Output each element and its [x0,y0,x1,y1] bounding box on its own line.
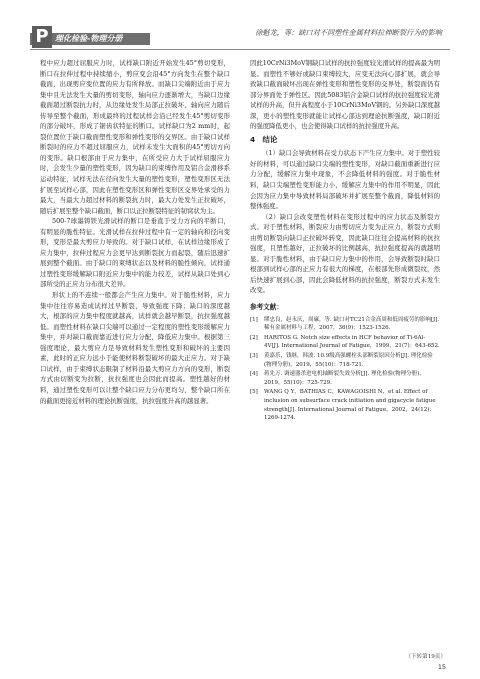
reference-text: 黄嘉乐，钱继，韩波. 10.9级高强螺栓头部断裂原因分析[J]. 理化检验(物理分册)，2019，55(10)：718-721. [264,352,433,368]
reference-number: [2] [250,334,258,341]
conclusion-paragraph: （2）缺口会改变塑性材料在变形过程中的应力状态及断裂方式。对于塑性材料，断裂应力由剪切应力变为正应力，断裂方式则由剪切断裂向缺口正拉破坏转变，因此缺口往往会提高材料的抗拉强度，且塑性越好，正拉破坏的比例越高，抗拉强度提高的就越明显。对于脆性材料，由于缺口应力集中的作用，会导致断裂时缺口根部到试样心部的正应力有很大的梯度，在根部先形成微裂纹，然后快速扩展到心部，因此会降低材料的抗拉强度，断裂方式未发生改变。 [250,212,440,295]
reference-item [250,352,440,369]
reference-number: [5] [250,389,258,396]
logo-letter: P [32,26,52,48]
body-paragraph: 程中应力超过屈服应力时，试样缺口附近开始发生45°剪切变形，断口在拉伸过程中持续缩小，剪应变会沿45°方向发生在整个缺口截面，出现剪应变位置的应力有所释放。而缺口尖端附近由于应力集中且无法发生大量的剪切变形，轴向应力逐渐增大，当缺口边缘截面超过断裂抗力时，从边缘处发生局部正拉破坏，轴向应力随后传导至整个截面，形成最终的过程试样会沿已经发生45°剪切变形的部分破坏，形成了锯齿状特征的断口。试样缺口为2 mm时，起裂位置位于缺口截面塑性变形和弹性变形的交界区。由于缺口试样断裂时的应力不超过屈服应力，试样未发生大面积的45°剪切方向的变形。缺口根部由于应力集中，在所受应力大于试样屈服应力时，会发生少量的塑性变形，因为缺口的束缚作用及铝合金滑移系运动特征，试样无法在径向发生大量的塑性变形，塑性变形区无法扩展至试样心部，因此在塑性变形区和弹性变形区交界处承受的力最大，当最大力超过材料的断裂抗力时，最大力处发生正拉破坏，随后扩展至整个缺口截面，断口以正拉断裂特征的韧窝状为主。 [40,59,230,215]
continued-note: （下转第19页） [405,654,446,660]
reference-item [250,334,440,351]
left-column [40,58,230,406]
references-title: 参考文献： [250,303,283,312]
journal-name: 理化检验-物理分册 [55,34,123,43]
reference-text: WANG Q Y，BATHIAS C，KAWAGOISHI N，et al. Effect of inclusion on subsurface crack initiation and gigacycle fatigue strength[J]. International Journal of Fatigue，2002，24(12)：1269-1274. [264,389,436,422]
reference-number: [4] [250,371,258,378]
body-paragraph: 形状上的不连续一般都会产生应力集中。对于脆性材料，应力集中往往容易造成试样过早断裂，导致强度下降；缺口的深度越大，根部的应力集中程度就越高，试样就会越早断裂，抗拉强度越低。而塑性材料在缺口尖端可以通过一定程度的塑性变形缓解应力集中，并对缺口截面靠近进行应力分配，降低应力集中。根据第三强度理论，最大剪应力是导致材料发生塑性变形和破坏的主要因素，此时的正应力远小于能使材料断裂破坏的最大正应力。对于缺口试样，由于束缚状态限制了材料沿最大剪应力方向的变形，断裂方式由切断变为拉断，抗拉强度也会因此而提高。塑性越好的材料，通过塑性变形可以让整个缺口应力分布更均匀，整个缺口所在的截面更接近材料的理论抗断强度，抗拉强度升高的越显著。 [40,291,230,405]
reference-item [250,388,440,422]
reference-item [250,370,440,387]
section-title: 4 结论 [250,134,278,144]
reference-text: 蒋先万. 调速器杀进电机轴断裂失效分析[J]. 理化检验(物理分册)，2019，55(10)：725-729. [264,371,425,386]
reference-text: HARITOS G. Notch size effects in HCF behavior of Ti-6Al-4V[J]. International Journal of Fatigue，1999，21(7)：643-652. [264,334,440,350]
reference-item [250,316,440,333]
conclusion-paragraph: （1）缺口会导致材料在受力状态下产生应力集中。对于塑性较好的材料，可以通过缺口尖端的塑性变形，对缺口截面重新进行应力分配，缓解应力集中现象，不会降低材料的强度。对于脆性材料，缺口尖端塑性变形能力小，缓解应力集中的作用不明显，因此会因为应力集中导致材料局部破坏并扩展至整个截面，降低材料的整体强度。 [250,149,440,211]
body-paragraph: 500-7球墨铸铁光滑试样的断口是垂直于受力方向的平断口，有明显的脆性特征。光滑试样在拉伸过程中有一定的轴向和径向变形，变形是最大剪应力导致的。对于缺口试样，在试样边缘形成了应力集中，拉伸过程应力会更早达到断裂抗力而起裂，随后迅速扩展到整个截面。由于缺口的束缚状态以及材料的脆性倾向，试样通过塑性变形缓解缺口附近应力集中的能力较差，试样从缺口处到心部所受的正应力分布很大差异。 [40,217,230,289]
reference-number: [1] [250,316,258,323]
header-rule [30,49,450,50]
body-paragraph: 因此10CrNi3MoV钢缺口试样的抗拉强度较光滑试样的提高最为明显。而塑性不够好或缺口束缚较大，应变无法向心部扩展，就会导致缺口截面破坏出现在弹性变形和塑性变形的交界处，断裂面仍有部分界面处于弹性区。因此5083铝合金缺口试样的抗拉强度较光滑试样的升高，但升高程度小于10CrNi3MoV钢的。另外缺口深度越深，更小的塑性变形就能让试样心部达到理论抗断强度，缺口附近的强度降低更小，也会使得缺口试样的抗拉强度升高。 [250,59,440,131]
running-head: 徐魁龙，等：缺口对不同塑性金属材料拉伸断裂行为的影响 [255,28,442,37]
page-number: 15 [437,663,446,671]
journal-logo [30,26,150,48]
reference-number: [3] [250,352,258,359]
reference-text: 缪忠良，赵永庆，周廉，等. 缺口对TC21合金高周和低周疲劳的影响[J]. 稀有金属材料与工程，2007，36(9)：1523-1526. [264,316,440,332]
right-column [250,58,440,424]
page-header [0,0,480,56]
